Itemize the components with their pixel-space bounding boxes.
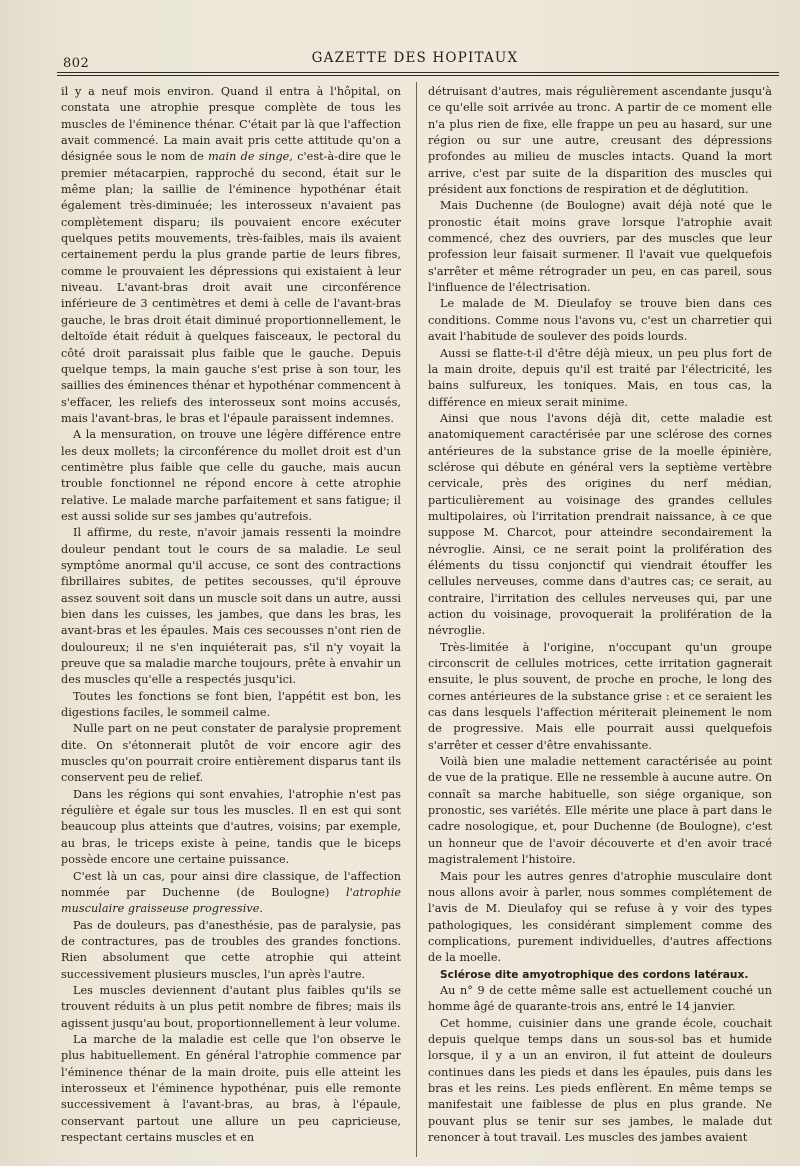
paragraph-text: Cet homme, cuisinier dans une grande école, couchait depuis quelque temps dans un sous-sol bas et humide lorsque, il y a un an environ, il fut atteint de douleurs continues dans les pieds et dans les épaules, puis dans les bras et les reins. Les pieds enflèrent. En même temps se manifestait une faiblesse de plus en plus grande. Ne pouvant plus se tenir sur ses jambes, le malade dut renoncer à tout travail. Les muscles des jambes avaient [428,1016,772,1144]
paragraph [428,198,772,296]
paragraph [61,1032,401,1146]
running-title: GAZETTE DES HOPITAUX [311,50,519,66]
header-rule-thin [57,75,779,76]
paragraph [428,84,772,198]
paragraph [61,869,401,918]
paragraph-text: Le malade de M. Dieulafoy se trouve bien dans ces conditions. Comme nous l'avons vu, c'est un charretier qui avait l'habitude de soulever des poids lourds. [428,297,772,344]
header-rule [57,72,779,73]
paragraph-text: il y a neuf mois environ. Quand il entra à l'hôpital, on constata une atrophie presque complète de tous les muscles de l'éminence thénar. C'était par là que l'affection avait commencé. La main avait pris cette attitude qu'on a désignée sous le nom de [61,85,401,164]
paragraph-text: Mais pour les autres genres d'atrophie musculaire dont nous allons avoir à parler, nous sommes complétement de l'avis de M. Dieulafoy qui se refuse à y voir des types pathologiques, les considérant simplement comme des complications, purement individuelles, d'autres affections de la moelle. [428,869,772,965]
paragraph [61,918,401,983]
paragraph [61,787,401,869]
paragraph-text: Mais Duchenne (de Boulogne) avait déjà noté que le pronostic était moins grave lorsque l'atrophie avait commencé, chez des ouvriers, par des muscles que leur profession leur faisait surmener. Il l'avait vue quelquefois s'arrêter et même rétrograder un peu, en cas pareil, sous l'influence de l'électrisation. [428,199,772,295]
paragraph [428,411,772,640]
paragraph [428,1016,772,1147]
italic-text: l'atrophie musculaire graisseuse progressive [61,885,401,916]
paragraph-text: La marche de la maladie est celle que l'on observe le plus habituellement. En général l'atrophie commence par l'éminence thénar de la main droite, puis elle atteint les interosseux et l'éminence hypothénar, puis elle remonte successivement à l'avant-bras, au bras, à l'épaule, conservant partout une allure un peu capricieuse, respectant certains muscles et en [61,1032,401,1144]
paragraph [61,721,401,786]
paragraph-text: Dans les régions qui sont envahies, l'atrophie n'est pas régulière et égale sur tous les muscles. Il en est qui sont beaucoup plus atteints que d'autres, voisins; par exemple, au bras, le triceps existe à peine, tandis que le biceps possède encore une certaine puissance. [61,787,401,867]
paragraph [61,427,401,525]
left-column [61,84,401,1156]
paragraph [428,346,772,411]
paragraph [428,754,772,868]
paragraph-text: Voilà bien une maladie nettement caractérisée au point de vue de la pratique. Elle ne ressemble à aucune autre. On connaît sa marche habituelle, son siége organique, son pronostic, ses variétés. Elle mérite une place à part dans le cadre nosologique, et, pour Duchenne (de Boulogne), c'est un honneur que de l'avoir découverte et d'en avoir tracé magistralement l'histoire. [428,755,772,867]
paragraph-text: Ainsi que nous l'avons déjà dit, cette maladie est anatomiquement caractérisée par une sclérose des cornes antérieures de la substance grise de la moelle épinière, sclérose qui débute en général vers la septième vertèbre cervicale, près des origines du nerf médian, particulièrement au voisinage des grandes cellules multipolaires, où l'irritation prendrait naissance, à ce que suppose M. Charcot, pour atteindre secondairement la névroglie. Ainsi, ce ne serait point la prolifération des éléments du tissu conjonctif qui viendrait étouffer les cellules nerveuses, comme dans d'autres cas; ce serait, au contraire, l'irritation des cellules nerveuses qui, par une action du voisinage, provoquerait la prolifération de la névroglie. [428,411,772,638]
paragraph [428,869,772,967]
paragraph-text: Très-limitée à l'origine, n'occupant qu'un groupe circonscrit de cellules motrices, cette irritation gagnerait ensuite, le plus souvent, de proche en proche, le long des cornes antérieures de la substance grise : et ce seraient les cas dans lesquels l'affection mériterait pleinement le nom de progressive. Mais elle pourrait aussi quelquefois s'arrêter et cesser d'être envahissante. [428,640,772,752]
paragraph [428,640,772,754]
paragraph-text: Aussi se flatte-t-il d'être déjà mieux, un peu plus fort de la main droite, depuis qu'il est traité par l'électricité, les bains sulfureux, les toniques. Mais, en tous cas, la différence en mieux serait minime. [428,346,772,409]
paragraph-text: Les muscles deviennent d'autant plus faibles qu'ils se trouvent réduits à un plus petit nombre de fibres; mais ils agissent jusqu'au bout, proportionnellement à leur volume. [61,983,401,1030]
paragraph-text: . [259,902,263,916]
paragraph-text: Il affirme, du reste, n'avoir jamais ressenti la moindre douleur pendant tout le cours de sa maladie. Le seul symptôme anormal qu'il accuse, ce sont des contractions fibrillaires subites, de petites secousses, qu'il éprouve assez souvent soit dans un muscle soit dans un autre, aussi bien dans les cuisses, les jambes, que dans les bras, les avant-bras et les épaules. Mais ces secousses n'ont rien de douloureux; il ne s'en inquiéterait pas, s'il n'y voyait la preuve que sa maladie marche toujours, prête à envahir un des muscles qu'elle a respectés jusqu'ici. [61,526,401,687]
paragraph [61,84,401,427]
paragraph-text: A la mensuration, on trouve une légère différence entre les deux mollets; la circonférence du mollet droit est d'un centimètre plus faible que celle du gauche, mais aucun trouble fonctionnel ne répond encore à cette atrophie relative. Le malade marche parfaitement et sans fatigue; il est aussi solide sur ses jambes qu'autrefois. [61,428,401,523]
paragraph [61,983,401,1032]
paragraph [61,689,401,722]
paragraph [428,983,772,1016]
page-header [55,48,775,72]
paragraph-text: détruisant d'autres, mais régulièrement ascendante jusqu'à ce qu'elle soit arrivée au tronc. A partir de ce moment elle n'a plus rien de fixe, elle frappe un peu au hasard, sur une région ou sur une autre, creusant des dépressions profondes au milieu de muscles intacts. Quand la mort arrive, c'est par suite de la disparition des muscles qui président aux fonctions de respiration et de déglutition. [428,85,772,197]
paragraph [428,296,772,345]
column-divider [416,82,417,1157]
paragraph-text: Au n° 9 de cette même salle est actuellement couché un homme âgé de quarante-trois ans, entré le 14 janvier. [428,983,772,1014]
italic-text: main de singe [208,150,290,164]
paragraph-text: Sclérose dite amyotrophique des cordons latéraux. [440,968,749,981]
paragraph-text: Nulle part on ne peut constater de paralysie proprement dite. On s'étonnerait plutôt de voir encore agir des muscles qu'on pourrait croire entièrement disparus tant ils conservent peu de relief. [61,722,401,785]
paragraph [61,525,401,688]
right-column [428,84,772,1156]
paragraph-text: Toutes les fonctions se font bien, l'appétit est bon, les digestions faciles, le sommeil calme. [61,689,401,720]
section-heading [428,967,772,983]
paragraph-text: , c'est-à-dire que le premier métacarpien, rapproché du second, était sur le même plan; la saillie de l'éminence hypothénar était également très-diminuée; les interosseux n'avaient pas complètement disparu; ils pouvaient encore exécuter quelques petits mouvements, très-faibles, mais ils avaient certainement perdu la plus grande partie de leurs fibres, comme le prouvaient les dépressions qui existaient à leur niveau. L'avant-bras droit avait une circonférence inférieure de 3 centimètres et demi à celle de l'avant-bras gauche, le bras droit était diminué proportionnellement, le deltoïde était réduit à quelques faisceaux, le pectoral du côté droit paraissait plus faible que le gauche. Depuis quelque temps, la main gauche s'est prise à son tour, les saillies des éminences thénar et hypothénar commencent à s'effacer, les reliefs des interosseux sont moins accusés, mais l'avant-bras, le bras et l'épaule paraissent indemnes. [61,150,401,425]
paragraph-text: Pas de douleurs, pas d'anesthésie, pas de paralysie, pas de contractures, pas de troubles des grandes fonctions. Rien absolument que cette atrophie qui atteint successivement plusieurs muscles, l'un après l'autre. [61,918,401,981]
page-number: 802 [63,56,90,71]
paragraph-text: C'est là un cas, pour ainsi dire classique, de l'affection nommée par Duchenne (de Boulogne) [61,869,401,899]
